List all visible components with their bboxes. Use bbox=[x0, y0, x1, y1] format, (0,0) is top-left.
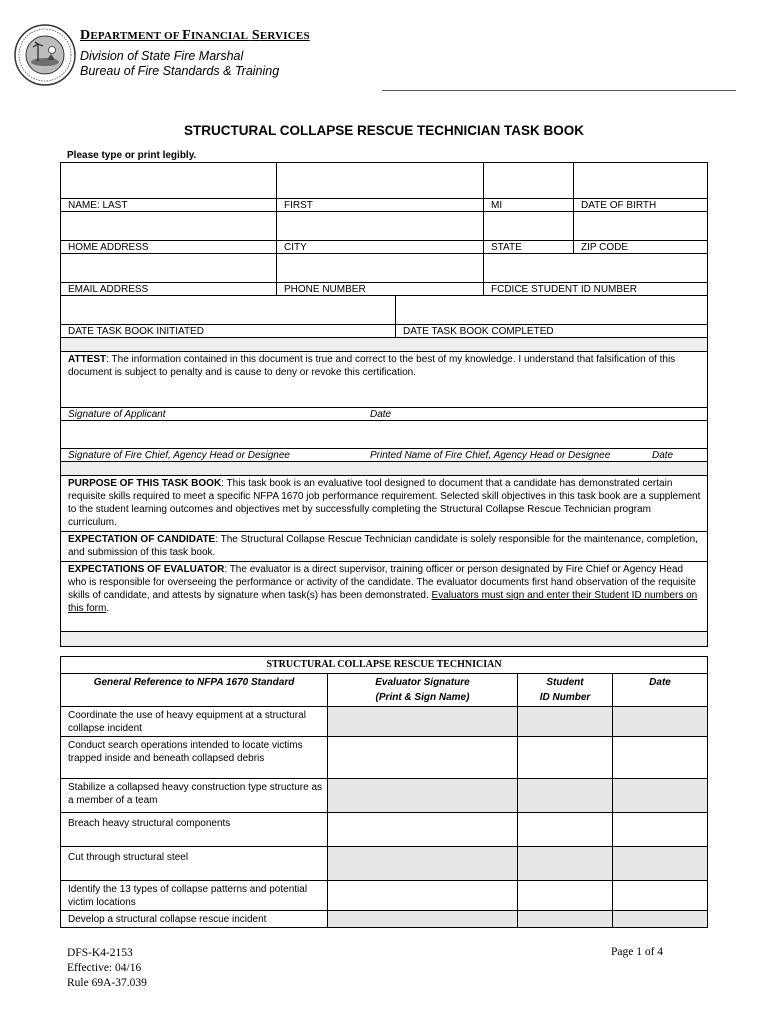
chief-signature-line[interactable] bbox=[61, 449, 708, 462]
dob-field[interactable] bbox=[574, 163, 708, 199]
fcdice-id-field[interactable] bbox=[484, 254, 708, 283]
evaluator-expectation-text: : The evaluator is a direct supervisor, training officer or person designated by Fire Chief or Agency Head who is responsible for overseeing the performance or activity of the candidate. The evaluator documents first hand observation of the requisite skills of candidate, and attests by signature when task(s) has been demonstrated. bbox=[68, 564, 696, 601]
evaluator-instruction: Evaluators must sign and enter their Student ID numbers on this form bbox=[68, 590, 698, 614]
phone-label: PHONE NUMBER bbox=[277, 283, 484, 296]
home-address-label: HOME ADDRESS bbox=[61, 241, 277, 254]
evaluator-signature-cell[interactable] bbox=[328, 881, 518, 911]
zip-label: ZIP CODE bbox=[574, 241, 708, 254]
form-number: DFS-K4-2153 bbox=[67, 947, 133, 959]
city-field[interactable] bbox=[277, 212, 484, 241]
florida-state-seal bbox=[14, 24, 76, 86]
dob-label: DATE OF BIRTH bbox=[574, 199, 708, 212]
candidate-expectation-text: : The Structural Collapse Rescue Technician candidate is solely responsible for the maintenance, completion, and submission of this task book. bbox=[68, 534, 698, 558]
col-header-reference: General Reference to NFPA 1670 Standard bbox=[61, 674, 328, 707]
candidate-info-table bbox=[60, 162, 708, 647]
date-initiated-label: DATE TASK BOOK INITIATED bbox=[61, 325, 396, 338]
col-header-evaluator-signature: Evaluator Signature (Print & Sign Name) bbox=[328, 674, 518, 707]
task-item: Coordinate the use of heavy equipment at a structural collapse incident bbox=[61, 707, 328, 737]
date-cell[interactable] bbox=[613, 911, 708, 928]
last-name-field[interactable] bbox=[61, 163, 277, 199]
page-number: Page 1 of 4 bbox=[611, 946, 664, 958]
date-completed-field[interactable] bbox=[396, 296, 708, 325]
applicant-date-label: Date bbox=[370, 409, 392, 420]
header-rule bbox=[382, 90, 736, 91]
first-name-label: FIRST bbox=[277, 199, 484, 212]
city-label: CITY bbox=[277, 241, 484, 254]
applicant-signature-line[interactable] bbox=[61, 408, 708, 421]
student-id-cell[interactable] bbox=[518, 911, 613, 928]
email-field[interactable] bbox=[61, 254, 277, 283]
department-name: DEPARTMENT OF FINANCIAL SERVICES bbox=[80, 28, 310, 43]
spacer-row bbox=[61, 632, 708, 647]
form-footer bbox=[67, 946, 147, 991]
student-id-cell[interactable] bbox=[518, 813, 613, 847]
task-item: Conduct search operations intended to locate victims trapped inside and beneath collapsed debris bbox=[61, 737, 328, 779]
applicant-signature-label: Signature of Applicant bbox=[68, 409, 166, 420]
date-cell[interactable] bbox=[613, 707, 708, 737]
evaluator-signature-cell[interactable] bbox=[328, 847, 518, 881]
bureau-name: Bureau of Fire Standards & Training bbox=[80, 64, 280, 78]
chief-signature-field[interactable] bbox=[61, 421, 708, 449]
first-name-field[interactable] bbox=[277, 163, 484, 199]
evaluator-expectation-block bbox=[61, 562, 708, 632]
chief-signature-label: Signature of Fire Chief, Agency Head or Designee bbox=[68, 450, 290, 461]
purpose-text: : This task book is an evaluative tool designed to document that a candidate has demonstrated certain requisite skills required to meet a specific NFPA 1670 job performance requirement. Selected skill objectives in this task book are a supplement to the student learning outcomes and objectives met by successfully completing the Structural Collapse Rescue Technician program curriculum. bbox=[68, 478, 701, 528]
evaluator-signature-cell[interactable] bbox=[328, 737, 518, 779]
home-address-field[interactable] bbox=[61, 212, 277, 241]
division-name: Division of State Fire Marshal bbox=[80, 49, 244, 63]
zip-field[interactable] bbox=[574, 212, 708, 241]
fcdice-id-label: FCDICE STUDENT ID NUMBER bbox=[484, 283, 708, 296]
task-item: Breach heavy structural components bbox=[61, 813, 328, 847]
candidate-expectation-label: EXPECTATION OF CANDIDATE bbox=[68, 534, 216, 545]
instruction-text: Please type or print legibly. bbox=[67, 150, 197, 161]
state-field[interactable] bbox=[484, 212, 574, 241]
date-cell[interactable] bbox=[613, 847, 708, 881]
chief-printed-name-label: Printed Name of Fire Chief, Agency Head or Designee bbox=[370, 450, 611, 461]
evaluator-signature-cell[interactable] bbox=[328, 813, 518, 847]
task-table bbox=[60, 656, 708, 928]
effective-date: Effective: 04/16 bbox=[67, 962, 142, 974]
col-header-student-id: Student ID Number bbox=[518, 674, 613, 707]
date-cell[interactable] bbox=[613, 881, 708, 911]
task-item: Develop a structural collapse rescue incident bbox=[61, 911, 328, 928]
date-cell[interactable] bbox=[613, 813, 708, 847]
col-header-date: Date bbox=[613, 674, 708, 707]
chief-date-label: Date bbox=[652, 450, 674, 461]
date-cell[interactable] bbox=[613, 737, 708, 779]
rule-number: Rule 69A-37.039 bbox=[67, 977, 147, 989]
phone-field[interactable] bbox=[277, 254, 484, 283]
last-name-label: NAME: LAST bbox=[61, 199, 277, 212]
task-item: Stabilize a collapsed heavy construction type structure as a member of a team bbox=[61, 779, 328, 813]
state-label: STATE bbox=[484, 241, 574, 254]
date-completed-label: DATE TASK BOOK COMPLETED bbox=[396, 325, 708, 338]
spacer-row bbox=[61, 338, 708, 352]
purpose-block bbox=[61, 476, 708, 532]
mi-field[interactable] bbox=[484, 163, 574, 199]
student-id-cell[interactable] bbox=[518, 847, 613, 881]
task-section-title: STRUCTURAL COLLAPSE RESCUE TECHNICIAN bbox=[61, 657, 708, 674]
date-initiated-field[interactable] bbox=[61, 296, 396, 325]
evaluator-signature-cell[interactable] bbox=[328, 779, 518, 813]
purpose-label: PURPOSE OF THIS TASK BOOK bbox=[68, 478, 222, 489]
spacer-row bbox=[61, 462, 708, 476]
student-id-cell[interactable] bbox=[518, 881, 613, 911]
email-label: EMAIL ADDRESS bbox=[61, 283, 277, 296]
attest-label: ATTEST bbox=[68, 354, 107, 365]
candidate-expectation-block bbox=[61, 532, 708, 562]
date-cell[interactable] bbox=[613, 779, 708, 813]
student-id-cell[interactable] bbox=[518, 779, 613, 813]
student-id-cell[interactable] bbox=[518, 707, 613, 737]
evaluator-expectation-label: EXPECTATIONS OF EVALUATOR bbox=[68, 564, 225, 575]
student-id-cell[interactable] bbox=[518, 737, 613, 779]
document-title: STRUCTURAL COLLAPSE RESCUE TECHNICIAN TASK BOOK bbox=[183, 123, 584, 138]
mi-label: MI bbox=[484, 199, 574, 212]
attest-text: : The information contained in this document is true and correct to the best of my knowledge. I understand that falsification of this document is subject to penalty and is cause to deny or revoke this certification. bbox=[68, 354, 676, 378]
task-item: Cut through structural steel bbox=[61, 847, 328, 881]
task-item: Identify the 13 types of collapse patterns and potential victim locations bbox=[61, 881, 328, 911]
evaluator-signature-cell[interactable] bbox=[328, 911, 518, 928]
evaluator-signature-cell[interactable] bbox=[328, 707, 518, 737]
attest-block bbox=[61, 352, 708, 408]
evaluator-period: . bbox=[106, 603, 110, 614]
